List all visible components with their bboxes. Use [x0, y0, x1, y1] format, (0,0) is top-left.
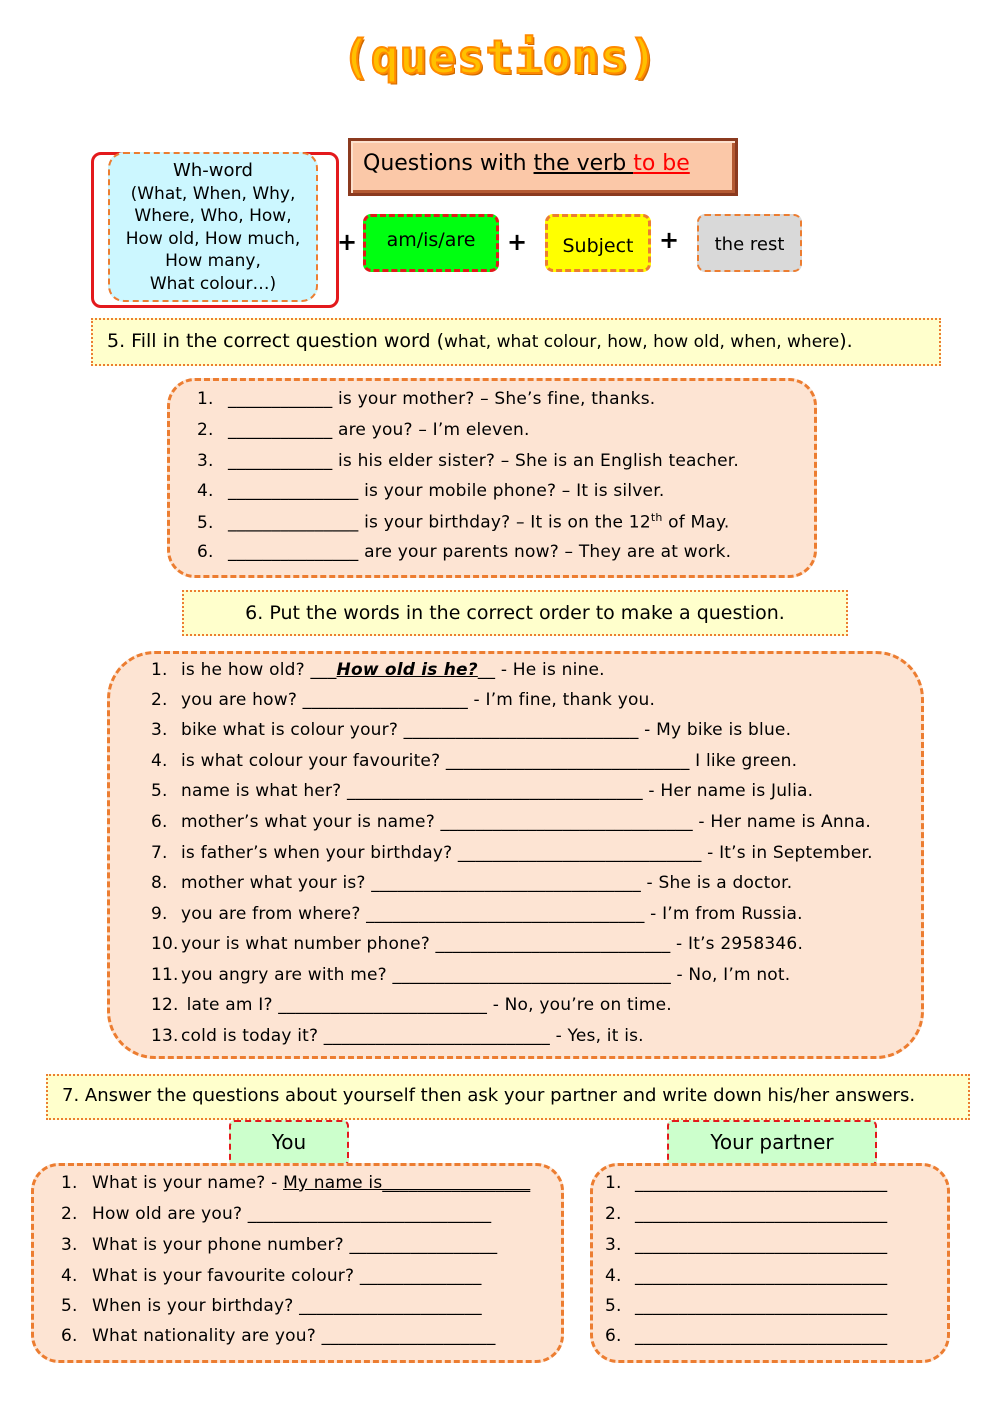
item-text-end: of May.: [662, 512, 730, 533]
answer-line[interactable]: _____________________________: [635, 1204, 888, 1224]
wh-word-line: How old, How much,: [125, 228, 301, 249]
list-item: [151, 1026, 644, 1046]
item-text[interactable]: mother what your is? _______________________________ - She is a doctor.: [181, 873, 793, 893]
item-number: 2.: [197, 420, 214, 440]
item-text[interactable]: cold is today it? __________________________ - Yes, it is.: [181, 1026, 644, 1046]
item-number: 3.: [197, 451, 214, 471]
item-text[interactable]: ____________ is your mother? – She’s fine, thanks.: [228, 389, 656, 409]
list-item: [605, 1204, 887, 1224]
example-answer: How old is he?: [336, 660, 478, 680]
item-text[interactable]: What is your phone number? _________________: [92, 1235, 498, 1255]
item-text[interactable]: How old are you? ____________________________: [92, 1204, 492, 1224]
item-text[interactable]: ____________ are you? – I’m eleven.: [228, 420, 530, 440]
list-item: [605, 1266, 887, 1286]
list-item: [61, 1266, 482, 1286]
list-item: [151, 751, 797, 771]
ordinal-suffix: th: [650, 511, 663, 524]
item-number: 6.: [151, 812, 168, 832]
item-text[interactable]: What nationality are you? ____________________: [92, 1326, 496, 1346]
item-number: 6.: [197, 542, 214, 562]
item-text[interactable]: When is your birthday? _____________________: [92, 1296, 482, 1316]
item-number: 2.: [61, 1204, 78, 1224]
item-text[interactable]: _______________ is your birthday? – It is on the 12: [228, 512, 651, 533]
verb-heading-to-be: to be: [633, 151, 690, 176]
subject-box: Subject: [545, 214, 651, 272]
wh-word-line: (What, When, Why,: [130, 183, 296, 204]
list-item: [197, 481, 664, 501]
list-item: [197, 451, 739, 471]
item-number: 3.: [151, 720, 168, 740]
page-title: (questions): [342, 30, 658, 84]
wh-word-line: Where, Who, How,: [134, 206, 292, 226]
list-item: [197, 542, 731, 562]
list-item: [197, 511, 729, 533]
item-number: 8.: [151, 873, 168, 893]
item-number: 12.: [151, 995, 179, 1015]
item-number: 4.: [605, 1266, 622, 1286]
ex5-options: what, what colour, how, how old, when, where: [444, 332, 840, 352]
item-number: 1.: [61, 1173, 78, 1193]
verb-heading-underlined: the verb: [533, 151, 634, 176]
item-number: 13.: [151, 1026, 179, 1046]
item-number: 2.: [151, 690, 168, 710]
exercise-7-partner-box: [590, 1163, 950, 1363]
item-text[interactable]: late am I? ________________________ - No, you’re on time.: [181, 995, 672, 1015]
list-item: [61, 1235, 497, 1255]
answer-line[interactable]: _____________________________: [635, 1173, 888, 1193]
item-number: 6.: [605, 1326, 622, 1346]
plus-sign: +: [659, 226, 680, 254]
item-text[interactable]: mother’s what your is name? _____________________________ - Her name is Anna.: [181, 812, 872, 832]
list-item: [151, 904, 803, 924]
ex5-instruction-text: 5. Fill in the correct question word (: [107, 330, 445, 352]
you-label: You: [229, 1120, 349, 1166]
item-text[interactable]: ____________ is his elder sister? – She is an English teacher.: [228, 451, 740, 471]
list-item: [151, 873, 792, 893]
wh-word-line: What colour…): [149, 273, 277, 294]
plus-sign: +: [507, 228, 528, 256]
item-text-end: __ - He is nine.: [477, 660, 605, 680]
list-item: [61, 1173, 530, 1193]
item-number: 5.: [197, 512, 214, 533]
exercise-7-instruction: 7. Answer the questions about yourself then ask your partner and write down his/her answers.: [46, 1074, 970, 1120]
list-item: [605, 1173, 887, 1193]
item-number: 3.: [605, 1235, 622, 1255]
exercise-5-instruction: [91, 318, 941, 366]
item-number: 11.: [151, 965, 179, 985]
item-text[interactable]: you angry are with me? ________________________________ - No, I’m not.: [181, 965, 791, 985]
list-item: [197, 420, 530, 440]
item-text: is he how old? ___: [181, 660, 337, 680]
plus-sign: +: [337, 228, 358, 256]
item-number: 1.: [197, 389, 214, 409]
item-text[interactable]: is father’s when your birthday? ____________________________ - It’s in September.: [181, 843, 873, 863]
list-item: [605, 1235, 887, 1255]
list-item: [151, 934, 803, 954]
item-number: 7.: [151, 843, 168, 863]
list-item: [61, 1296, 482, 1316]
list-item: [151, 965, 790, 985]
item-number: 1.: [151, 660, 168, 680]
answer-line[interactable]: _____________________________: [635, 1235, 888, 1255]
answer-line[interactable]: _____________________________: [635, 1296, 888, 1316]
item-text[interactable]: name is what her? __________________________________ - Her name is Julia.: [181, 781, 814, 801]
exercise-6-instruction: 6. Put the words in the correct order to make a question.: [182, 590, 848, 636]
list-item: [151, 690, 655, 710]
list-item: [151, 995, 672, 1015]
item-number: 3.: [61, 1235, 78, 1255]
item-text[interactable]: you are from where? ________________________________ - I’m from Russia.: [181, 904, 803, 924]
the-rest-box: the rest: [697, 214, 802, 272]
item-number: 5.: [61, 1296, 78, 1316]
item-text[interactable]: your is what number phone? ___________________________ - It’s 2958346.: [181, 934, 804, 954]
item-number: 1.: [605, 1173, 622, 1193]
answer-line[interactable]: _____________________________: [635, 1266, 888, 1286]
list-item: [151, 781, 813, 801]
answer-line[interactable]: My name is_________________: [283, 1173, 531, 1193]
item-text[interactable]: is what colour your favourite? ____________________________ I like green.: [181, 751, 798, 771]
wh-word-title: Wh-word: [173, 160, 253, 181]
list-item: [151, 812, 871, 832]
list-item: [61, 1204, 491, 1224]
wh-word-box: [108, 152, 318, 302]
list-item: [151, 660, 605, 680]
verb-heading-prefix: Questions with: [363, 151, 534, 176]
item-number: 10.: [151, 934, 179, 954]
list-item: [605, 1326, 887, 1346]
your-partner-label: Your partner: [667, 1120, 877, 1166]
item-number: 5.: [151, 781, 168, 801]
item-text[interactable]: _______________ is your mobile phone? – It is silver.: [228, 481, 665, 501]
am-is-are-box: am/is/are: [363, 214, 499, 272]
exercise-5-box: [167, 378, 817, 578]
item-number: 6.: [61, 1326, 78, 1346]
wh-word-line: How many,: [165, 251, 261, 271]
verb-to-be-heading: [348, 138, 738, 196]
item-text[interactable]: What is your favourite colour? ______________: [92, 1266, 482, 1286]
list-item: [61, 1326, 496, 1346]
item-number: 4.: [151, 751, 168, 771]
list-item: [151, 843, 873, 863]
item-number: 9.: [151, 904, 168, 924]
answer-line[interactable]: _____________________________: [635, 1326, 888, 1346]
item-text[interactable]: bike what is colour your? ___________________________ - My bike is blue.: [181, 720, 792, 740]
item-number: 4.: [61, 1266, 78, 1286]
exercise-7-you-box: [31, 1163, 564, 1363]
item-number: 5.: [605, 1296, 622, 1316]
list-item: [151, 720, 791, 740]
exercise-6-box: [107, 651, 924, 1059]
item-number: 4.: [197, 481, 214, 501]
list-item: [605, 1296, 887, 1316]
item-number: 2.: [605, 1204, 622, 1224]
item-text[interactable]: _______________ are your parents now? – They are at work.: [228, 542, 732, 562]
item-text[interactable]: you are how? ___________________ - I’m fine, thank you.: [181, 690, 656, 710]
ex5-instruction-end: ).: [839, 330, 853, 352]
item-text: What is your name? -: [92, 1173, 284, 1193]
list-item: [197, 389, 655, 409]
